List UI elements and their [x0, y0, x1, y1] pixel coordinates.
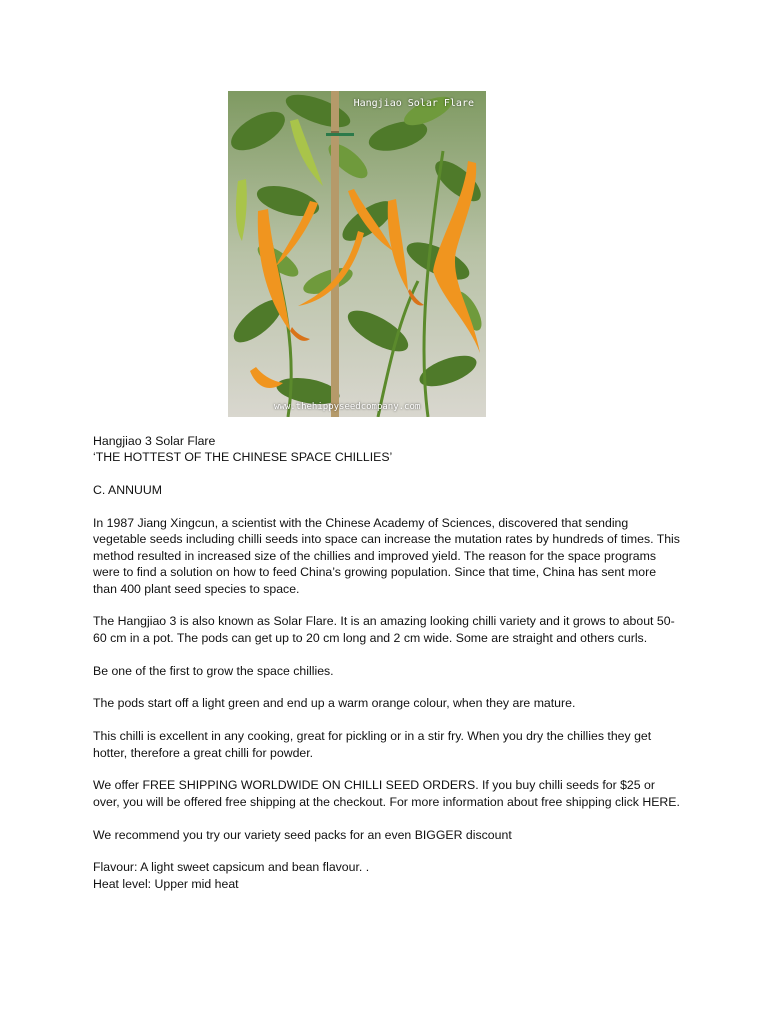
recommend-paragraph: We recommend you try our variety seed packs for an even BIGGER discount — [93, 827, 512, 842]
heat-level-line: Heat level: Upper mid heat — [93, 876, 239, 891]
photo-watermark: www.thehippyseedcompany.com — [274, 402, 421, 412]
first-grower-paragraph: Be one of the first to grow the space chillies. — [93, 663, 334, 678]
photo-title: Hangjiao Solar Flare — [353, 98, 474, 109]
flavour-line: Flavour: A light sweet capsicum and bean flavour. . — [93, 860, 370, 875]
history-paragraph: In 1987 Jiang Xingcun, a scientist with the Chinese Academy of Sciences, discovered that sending vegetable seeds including chilli seeds into space can increase the mutation rates by hundreds of times. This method resulted in increased size of the chillies and improved yield. The reason for the space programs were to find a solution on how to feed China’s growing population. Since that time, China has sent more than 400 plant seed species to space. — [93, 516, 680, 596]
species-label: C. ANNUUM — [93, 483, 163, 498]
description-paragraph: The Hangjiao 3 is also known as Solar Flare. It is an amazing looking chilli variety and it grows to about 50-60 cm in a pot. The pods can get up to 20 cm long and 2 cm wide. Some are straight and others curls. — [93, 614, 675, 645]
cooking-paragraph: This chilli is excellent in any cooking, great for pickling or in a stir fry. When you dry the chillies they get hotter, therefore a great chilli for powder. — [93, 729, 652, 760]
colour-paragraph: The pods start off a light green and end up a warm orange colour, when they are mature. — [93, 696, 576, 711]
product-description — [93, 433, 683, 892]
chilli-photo — [228, 91, 486, 417]
product-tagline: ‘THE HOTTEST OF THE CHINESE SPACE CHILLIES’ — [93, 450, 393, 465]
product-name: Hangjiao 3 Solar Flare — [93, 434, 216, 448]
chilli-plant-illustration — [228, 91, 486, 417]
shipping-paragraph: We offer FREE SHIPPING WORLDWIDE ON CHILLI SEED ORDERS. If you buy chilli seeds for $25 or over, you will be offered free shipping at the checkout. For more information about free shipping click HERE. — [93, 778, 680, 809]
